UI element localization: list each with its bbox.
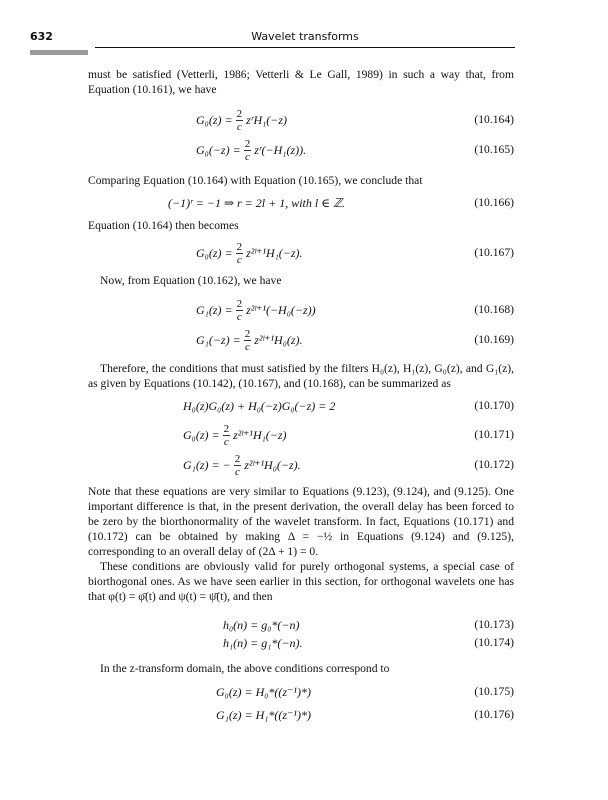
fraction — [244, 328, 252, 353]
equation-lhs: G₀(z) = — [196, 245, 233, 260]
equation — [88, 700, 514, 730]
equation-number: (10.169) — [474, 333, 514, 346]
fraction — [244, 138, 252, 163]
equation-number: (10.168) — [474, 303, 514, 316]
equation-number: (10.173) — [474, 618, 514, 631]
equation-number: (10.171) — [474, 428, 514, 441]
equation-number: (10.166) — [474, 196, 514, 209]
fraction — [236, 241, 244, 266]
paragraph: Therefore, the conditions that must satisfied by the filters H₀(z), H₁(z), G₀(z), and G₁(z), as given by Equations (10.142), (10.167), and (10.168), can be summarized as — [88, 362, 514, 390]
paragraph: Equation (10.164) then becomes — [88, 219, 239, 232]
fraction — [236, 108, 244, 133]
equation-number: (10.165) — [474, 143, 514, 156]
fraction-denominator: c — [245, 150, 250, 163]
equation-lhs: H₀(z)G₀(z) + H₀(−z)G₀(−z) = 2 — [183, 398, 336, 413]
fraction-numerator: 2 — [236, 297, 243, 310]
fraction-denominator: c — [223, 435, 229, 448]
equation-lhs: G₀(−z) = — [196, 142, 241, 157]
paragraph: These conditions are obviously valid for purely orthogonal systems, a special case of biorthogonal ones. As we have seen earlier in this section, for orthogonal wavelets one has that φ(t) = φ̄(t) and ψ(t) = ψ̄(t), and then — [88, 560, 514, 603]
equation-lhs: G₀(z) = — [183, 427, 220, 442]
paragraph: Now, from Equation (10.162), we have — [100, 274, 282, 287]
fraction — [223, 423, 231, 448]
fraction-denominator: c — [236, 120, 242, 133]
fraction-denominator: c — [235, 465, 240, 478]
equation-rhs: zʳH₁(−z) — [246, 112, 288, 127]
equation-number: (10.176) — [474, 708, 514, 721]
equation-lhs: G₁(−z) = — [196, 332, 241, 347]
equation-rhs: z²ˡ⁺¹(−H₀(−z)) — [246, 302, 316, 317]
fraction-denominator: c — [236, 310, 242, 323]
equation-number: (10.167) — [474, 246, 514, 259]
equation — [88, 188, 514, 218]
header-rule — [95, 47, 515, 48]
header-marker-bar — [30, 50, 88, 55]
equation — [88, 325, 514, 355]
equation-number: (10.172) — [474, 458, 514, 471]
equation — [88, 450, 514, 480]
equation-lhs: h₀(n) = g₀*(−n) — [223, 617, 300, 632]
fraction-numerator: 2 — [236, 240, 243, 253]
equation-rhs: z²ˡ⁺¹H₀(z). — [254, 332, 303, 347]
equation — [88, 295, 514, 325]
equation — [88, 105, 514, 135]
equation-lhs: h₁(n) = g₁*(−n). — [223, 635, 303, 650]
paragraph: Comparing Equation (10.164) with Equation (10.165), we conclude that — [88, 174, 423, 187]
paragraph: In the z-transform domain, the above conditions correspond to — [100, 662, 390, 675]
equation-rhs: z²ˡ⁺¹H₁(−z) — [233, 427, 287, 442]
fraction — [236, 298, 244, 323]
equation — [88, 628, 514, 658]
equation — [88, 135, 514, 165]
fraction-numerator: 2 — [236, 107, 243, 120]
fraction-denominator: c — [245, 340, 250, 353]
fraction-numerator: 2 — [244, 137, 251, 150]
equation-lhs: G₀(z) = H₀*((z⁻¹)*) — [216, 684, 312, 699]
equation-number: (10.175) — [474, 685, 514, 698]
equation-number: (10.164) — [474, 113, 514, 126]
equation-number: (10.170) — [474, 399, 514, 412]
equation-lhs: G₀(z) = — [196, 112, 233, 127]
fraction-numerator: 2 — [223, 422, 230, 435]
equation-rhs: z²ˡ⁺¹H₁(−z). — [246, 245, 303, 260]
equation — [88, 391, 514, 421]
fraction-numerator: 2 — [234, 452, 241, 465]
equation — [88, 420, 514, 450]
equation — [88, 238, 514, 268]
page-number: 632 — [30, 30, 53, 43]
equation-rhs: z²ˡ⁺¹H₀(−z). — [244, 457, 301, 472]
paragraph: Note that these equations are very similar to Equations (9.123), (9.124), and (9.125). One important difference is that, in the present derivation, the overall delay has been forced to be zero by the biorthonormality of the wavelet transform. In fact, Equations (10.171) and (10.172) can be obtained by making Δ = −½ in Equations (9.124) and (9.125), corresponding to an overall delay of (2Δ + 1) = 0. — [88, 485, 514, 558]
equation-rhs: zʳ(−H₁(z)). — [254, 142, 307, 157]
equation-lhs: G₁(z) = − — [183, 457, 231, 472]
equation-lhs: (−1)ʳ = −1 ⇒ r = 2l + 1, with l ∈ ℤ. — [168, 195, 346, 210]
fraction — [234, 453, 242, 478]
fraction-numerator: 2 — [244, 327, 251, 340]
equation-lhs: G₁(z) = H₁*((z⁻¹)*) — [216, 707, 312, 722]
equation-lhs: G₁(z) = — [196, 302, 233, 317]
fraction-denominator: c — [236, 253, 242, 266]
paragraph: must be satisfied (Vetterli, 1986; Vetterli & Le Gall, 1989) in such a way that, from Equation (10.161), we have — [88, 68, 514, 96]
running-title: Wavelet transforms — [251, 30, 359, 43]
equation-number: (10.174) — [474, 636, 514, 649]
